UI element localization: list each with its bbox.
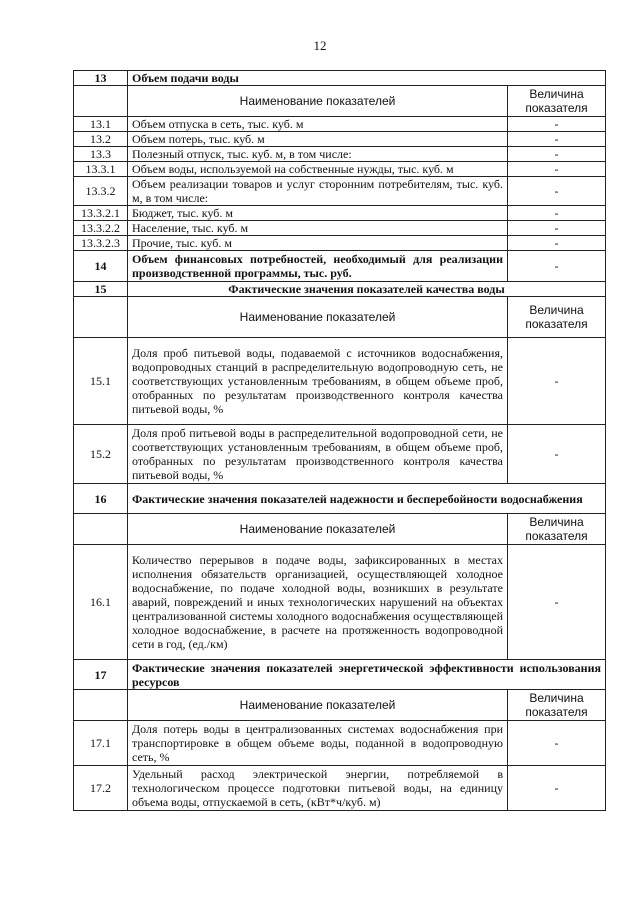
column-header-row [74, 297, 606, 338]
row-text: Объем потерь, тыс. куб. м [128, 132, 508, 147]
section-16-header [74, 484, 606, 514]
row-text: Бюджет, тыс. куб. м [128, 206, 508, 221]
section-number: 17 [74, 660, 128, 690]
row-number: 15.1 [74, 338, 128, 425]
table-row [74, 545, 606, 660]
row-value: - [508, 162, 606, 177]
section-title: Фактические значения показателей качества воды [128, 282, 606, 297]
row-value: - [508, 338, 606, 425]
section-title: Фактические значения показателей надежности и бесперебойности водоснабжения [128, 484, 606, 514]
table-row [74, 177, 606, 206]
section-number: 16 [74, 484, 128, 514]
row-text: Доля проб питьевой воды, подаваемой с источников водоснабжения, водопроводных станций в распределительную водопроводную сеть, не соответствующих установленным требованиям, в общем объеме проб, отобранных по результатам производственного контроля качества питьевой воды, % [128, 338, 508, 425]
section-17-header [74, 660, 606, 690]
indicators-table [73, 70, 606, 811]
section-15-header [74, 282, 606, 297]
section-number: 13 [74, 71, 128, 86]
row-number: 17.2 [74, 766, 128, 811]
row-number: 13.3.2.1 [74, 206, 128, 221]
page-number: 12 [313, 38, 327, 53]
row-value: - [508, 721, 606, 766]
row-value: - [508, 236, 606, 251]
table-row [74, 338, 606, 425]
value-column-header: Величина показателя [508, 514, 606, 545]
row-text: Количество перерывов в подаче воды, зафиксированных в местах исполнения обязательств организацией, осуществляющей холодное водоснабжение, по подаче холодной воды, возникших в результате аварий, повреждений и иных технологических нарушений на объектах централизованной системы холодного водоснабжения осуществляющей холодное водоснабжение, в расчете на протяженность водопроводной сети в год, (ед./км) [128, 545, 508, 660]
row-text: Прочие, тыс. куб. м [128, 236, 508, 251]
section-value: - [508, 251, 606, 282]
table-row [74, 132, 606, 147]
row-number: 17.1 [74, 721, 128, 766]
section-number: 15 [74, 282, 128, 297]
table-row [74, 221, 606, 236]
row-number: 13.2 [74, 132, 128, 147]
value-column-header: Величина показателя [508, 86, 606, 117]
row-number: 16.1 [74, 545, 128, 660]
name-column-header: Наименование показателей [128, 86, 508, 117]
row-text: Объем отпуска в сеть, тыс. куб. м [128, 117, 508, 132]
section-title: Фактические значения показателей энергетической эффективности использования ресурсов [128, 660, 606, 690]
row-number: 13.3.2.2 [74, 221, 128, 236]
row-text: Население, тыс. куб. м [128, 221, 508, 236]
section-13-header [74, 71, 606, 86]
value-column-header: Величина показателя [508, 690, 606, 721]
row-value: - [508, 177, 606, 206]
row-text: Объем воды, используемой на собственные нужды, тыс. куб. м [128, 162, 508, 177]
row-value: - [508, 206, 606, 221]
column-header-row [74, 86, 606, 117]
row-text: Полезный отпуск, тыс. куб. м, в том числе: [128, 147, 508, 162]
table-row [74, 162, 606, 177]
row-value: - [508, 766, 606, 811]
row-number: 13.1 [74, 117, 128, 132]
section-title: Объем финансовых потребностей, необходимый для реализации производственной программы, тыс. руб. [128, 251, 508, 282]
row-value: - [508, 545, 606, 660]
section-14-row [74, 251, 606, 282]
table-row [74, 117, 606, 132]
table-row [74, 236, 606, 251]
row-number: 13.3.1 [74, 162, 128, 177]
row-text: Доля проб питьевой воды в распределительной водопроводной сети, не соответствующих установленным требованиям, в общем объеме проб, отобранных по результатам производственного контроля качества питьевой воды, % [128, 425, 508, 484]
table-row [74, 206, 606, 221]
row-value: - [508, 221, 606, 236]
table-row [74, 766, 606, 811]
row-number: 13.3.2.3 [74, 236, 128, 251]
row-text: Доля потерь воды в централизованных системах водоснабжения при транспортировке в общем объеме воды, поданной в водопроводную сеть, % [128, 721, 508, 766]
section-number: 14 [74, 251, 128, 282]
row-text: Объем реализации товаров и услуг сторонним потребителям, тыс. куб. м, в том числе: [128, 177, 508, 206]
row-value: - [508, 117, 606, 132]
row-number: 13.3 [74, 147, 128, 162]
row-value: - [508, 147, 606, 162]
name-column-header: Наименование показателей [128, 297, 508, 338]
table-row [74, 425, 606, 484]
column-header-row [74, 690, 606, 721]
row-number: 13.3.2 [74, 177, 128, 206]
row-value: - [508, 132, 606, 147]
name-column-header: Наименование показателей [128, 690, 508, 721]
row-number: 15.2 [74, 425, 128, 484]
table-row [74, 721, 606, 766]
section-title: Объем подачи воды [128, 71, 606, 86]
column-header-row [74, 514, 606, 545]
name-column-header: Наименование показателей [128, 514, 508, 545]
row-text: Удельный расход электрической энергии, потребляемой в технологическом процессе подготовки питьевой воды, на единицу объема воды, отпускаемой в сеть, (кВт*ч/куб. м) [128, 766, 508, 811]
value-column-header: Величина показателя [508, 297, 606, 338]
row-value: - [508, 425, 606, 484]
table-row [74, 147, 606, 162]
